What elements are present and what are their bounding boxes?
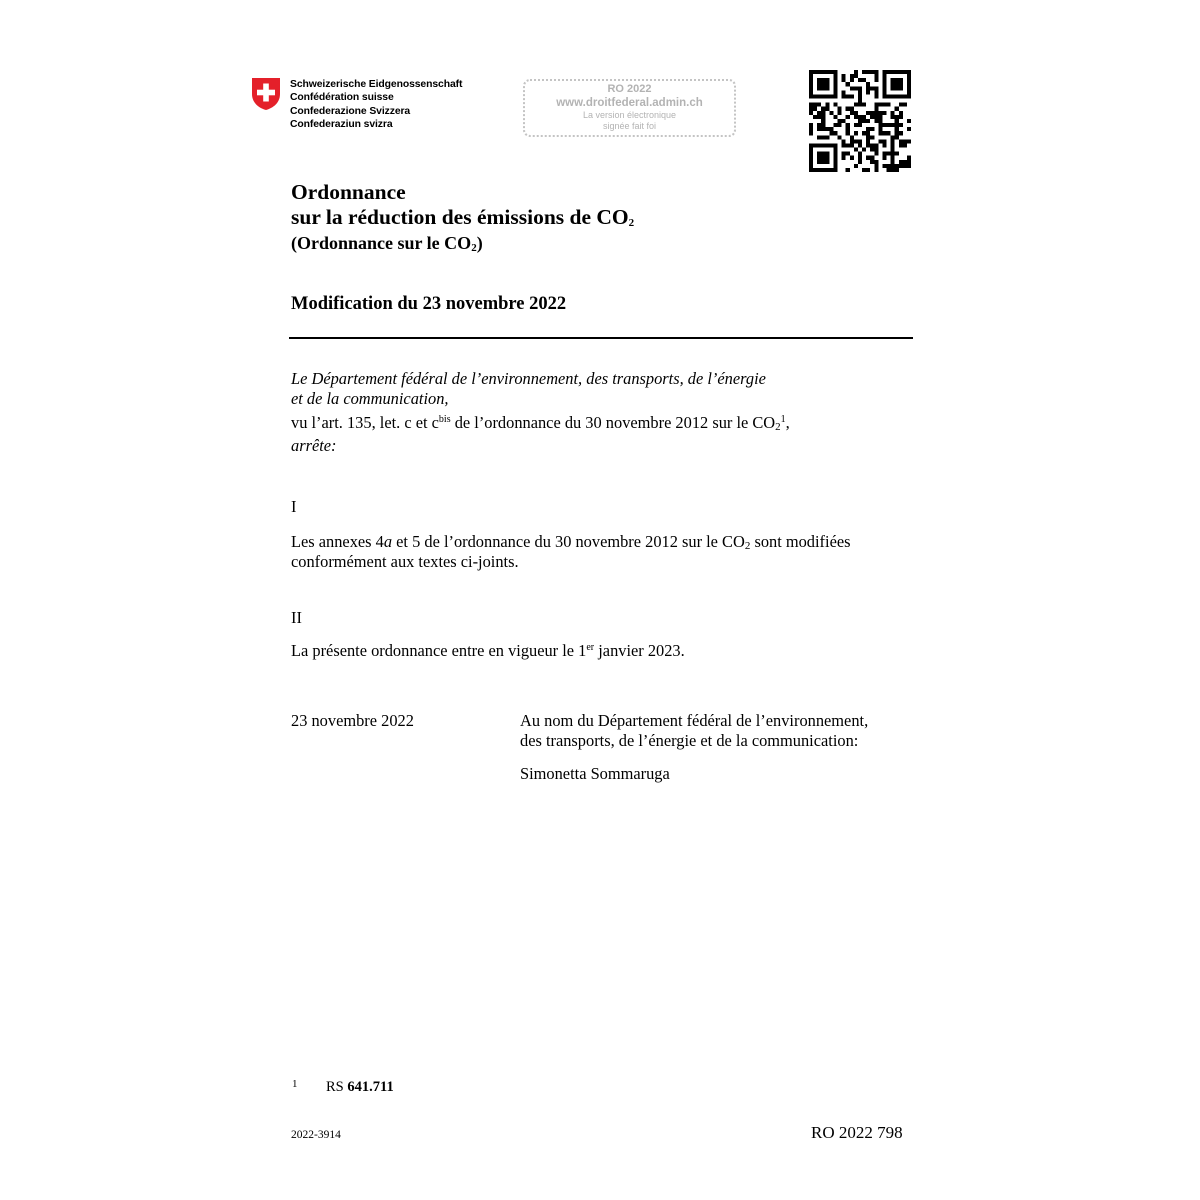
section-1-text-b: et 5 de l’ordonnance du 30 novembre 2012 sur le CO [392, 532, 745, 551]
stamp-note-line2: signée fait foi [602, 121, 657, 131]
section-1-text-a: Les annexes 4 [291, 532, 384, 551]
short-title-open: (Ordonnance sur le CO [291, 233, 472, 253]
qr-code-icon [809, 70, 911, 172]
footnote-reference-number: 641.711 [347, 1079, 394, 1095]
document-number: 2022-3914 [291, 1129, 341, 1141]
document-title [291, 180, 634, 256]
authority-line-2: et de la communication, [291, 388, 449, 408]
legal-basis-a: vu l’art. 135, let. c et c [291, 413, 439, 432]
confederation-name-de: Schweizerische Eidgenossenschaft [290, 79, 463, 90]
section-2-ordinal-suffix: er [586, 642, 595, 653]
official-publication-stamp [523, 79, 736, 137]
short-title-close: ) [476, 233, 483, 253]
stamp-website: www.droitfederal.admin.ch [556, 97, 703, 109]
legal-basis-b: de l’ordonnance du 30 novembre 2012 sur le CO [450, 413, 776, 432]
section-2-text-b: janvier 2023. [594, 641, 685, 660]
signature-block [520, 711, 920, 784]
swiss-emblem-icon [251, 77, 281, 111]
official-collection-reference: RO 2022 798 [811, 1123, 903, 1142]
authority-line-1: Le Département fédéral de l’environnement, des transports, de l’énergie [291, 369, 766, 388]
short-title [291, 230, 634, 256]
section-1-co2-subscript: 2 [744, 540, 751, 552]
footnote-reference: 1 [780, 414, 786, 425]
footnote-text [326, 1079, 394, 1096]
section-1-line-2: conformément aux textes ci-joints. [291, 551, 519, 571]
title-line-2 [291, 205, 634, 230]
confederation-name-fr: Confédération suisse [290, 92, 394, 104]
confederation-name-it: Confederazione Svizzera [290, 105, 411, 117]
signature-authority-line-1: Au nom du Département fédéral de l’environnement, [520, 711, 869, 730]
footnote-prefix: RS [326, 1079, 348, 1095]
section-number-1: I [291, 497, 297, 516]
legal-basis-end: , [785, 413, 790, 432]
section-number-2: II [291, 608, 302, 627]
signature-date: 23 novembre 2022 [291, 711, 414, 730]
stamp-collection-number: RO 2022 [607, 83, 652, 95]
title-co2-subscript: 2 [628, 217, 635, 229]
legal-basis-bis: bis [438, 414, 451, 425]
legal-basis-co2-subscript: 2 [775, 421, 781, 433]
section-1-text [291, 532, 916, 571]
confederation-name-rm: Confederaziun svizra [290, 119, 393, 131]
section-1-text-italic: a [383, 532, 393, 551]
short-title-subscript: 2 [471, 242, 477, 254]
section-1-line-1 [291, 532, 916, 552]
stamp-note-line1: La version électronique [582, 110, 677, 120]
section-1-text-c: sont modifiées [750, 532, 851, 551]
legal-basis [291, 413, 911, 433]
title-line-2-text: sur la réduction des émissions de CO [291, 205, 629, 229]
decree-word: arrête: [291, 435, 337, 455]
title-line-1: Ordonnance [291, 180, 406, 204]
section-2-text [291, 641, 685, 661]
preamble [291, 369, 911, 455]
footnote-number: 1 [292, 1078, 298, 1090]
signature-authority-line-2: des transports, de l’énergie et de la communication: [520, 730, 859, 750]
section-2-text-a: La présente ordonnance entre en vigueur le 1 [291, 641, 587, 660]
confederation-name-block [290, 78, 462, 132]
modification-date-heading: Modification du 23 novembre 2022 [291, 294, 567, 314]
signatory-name: Simonetta Sommaruga [520, 764, 670, 783]
title-divider [289, 337, 913, 339]
